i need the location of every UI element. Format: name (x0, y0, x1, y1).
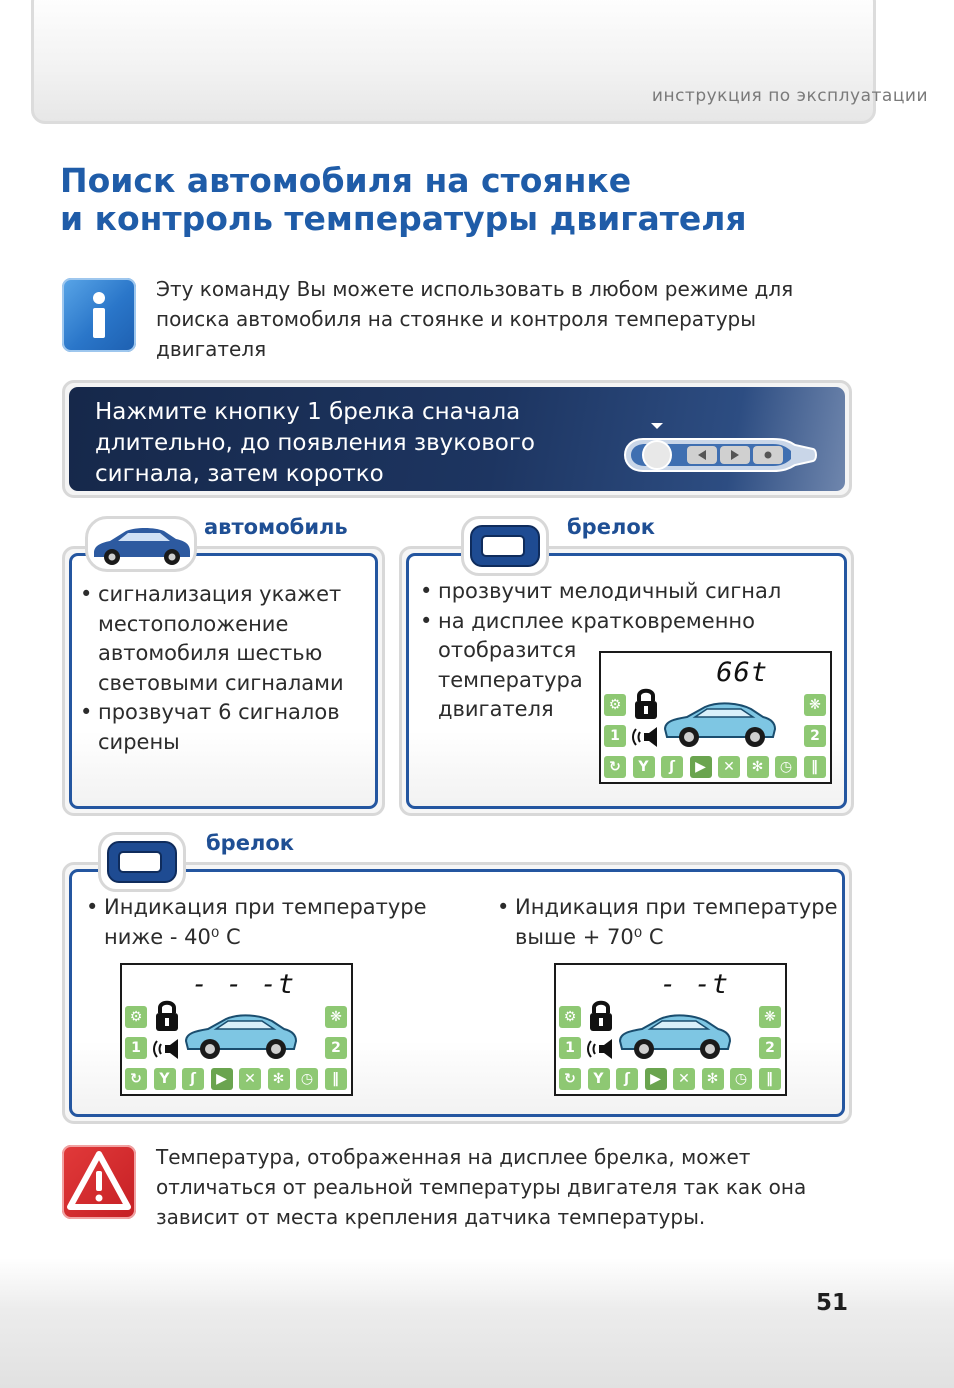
ac-icon: ❋ (325, 1006, 347, 1028)
fan-icon: ✻ (268, 1068, 290, 1090)
ac-icon: ❋ (804, 694, 826, 716)
thermometer-icon: ‖ (325, 1068, 347, 1090)
fan-icon: ✻ (702, 1068, 724, 1090)
key-fob-image (623, 417, 823, 487)
car-badge (85, 516, 197, 572)
bullet-item: • Индикация при температуре (497, 895, 838, 919)
bullet-item: • прозвучит мелодичный сигнал (420, 579, 782, 603)
bullet-item: • сигнализация укажет (80, 582, 342, 606)
car-panel-bullets: • сигнализация укажет местоположение автомобиля шестью световыми сигналами • прозвучат 6 сигналов сирены (80, 582, 344, 754)
info-text: Эту команду Вы можете использовать в любом режиме для поиска автомобиля на стоянке и контроля температуры двигателя (156, 277, 794, 361)
engine-icon: ⚙ (604, 694, 626, 716)
thermometer-icon: ‖ (759, 1068, 781, 1090)
instruction-box (62, 380, 852, 498)
hook-icon: ʃ (182, 1068, 204, 1090)
car-panel-label: автомобиль (204, 515, 348, 539)
lcd-temperature: 66t (716, 657, 768, 688)
instruction-background (69, 387, 845, 491)
car-icon (88, 519, 194, 569)
clock-icon: ◷ (775, 756, 797, 778)
car-display-icon (182, 1009, 298, 1061)
clock-icon: ◷ (730, 1068, 752, 1090)
bullet-item: • прозвучат 6 сигналов (80, 700, 340, 724)
page-footer (0, 1258, 954, 1388)
number-2-icon: 2 (804, 725, 826, 747)
low-temp-text: • Индикация при температуре ниже - 40⁰ С (86, 895, 427, 949)
lock-icon (152, 999, 182, 1033)
lcd-display (599, 651, 832, 784)
bullet-item: • Индикация при температуре (86, 895, 427, 919)
fob-badge-2 (98, 832, 186, 892)
thermometer-icon: ‖ (804, 756, 826, 778)
number-1-icon: 1 (125, 1037, 147, 1059)
lock-icon (631, 687, 661, 721)
siren-icon (585, 1037, 615, 1061)
warning-text: Температура, отображенная на дисплее брелка, может отличаться от реальной температуры двигателя так как она зависит от места крепления датчика температуры. (156, 1145, 807, 1229)
ac-icon: ❋ (759, 1006, 781, 1028)
siren-icon (630, 725, 660, 749)
number-1-icon: 1 (559, 1037, 581, 1059)
clock-icon: ◷ (296, 1068, 318, 1090)
refresh-icon: ↻ (604, 756, 626, 778)
instruction-text: Нажмите кнопку 1 брелка сначала длительно, до появления звукового сигнала, затем коротко (95, 399, 535, 487)
horn-icon: ▶ (690, 756, 712, 778)
hook-icon: ʃ (661, 756, 683, 778)
fob-badge (461, 516, 549, 576)
fob-panel-2-label: брелок (206, 831, 294, 855)
lcd-temperature: - -t (659, 969, 729, 1000)
engine-icon: ⚙ (559, 1006, 581, 1028)
horn-icon: ▶ (645, 1068, 667, 1090)
title-line-2: и контроль температуры двигателя (60, 199, 747, 238)
engine-icon: ⚙ (125, 1006, 147, 1028)
siren-icon (151, 1037, 181, 1061)
refresh-icon: ↻ (125, 1068, 147, 1090)
horn-icon: ▶ (211, 1068, 233, 1090)
page-title (60, 162, 880, 238)
fan-x-icon: ✕ (239, 1068, 261, 1090)
bullet-item: • на дисплее кратковременно (420, 608, 755, 633)
page-number: 51 (815, 1290, 848, 1316)
lcd-display-high (554, 963, 787, 1096)
hook-icon: ʃ (616, 1068, 638, 1090)
number-1-icon: 1 (604, 725, 626, 747)
wrench-icon: Y (154, 1068, 176, 1090)
fan-x-icon: ✕ (673, 1068, 695, 1090)
lock-icon (586, 999, 616, 1033)
title-line-1: Поиск автомобиля на стоянке (60, 161, 632, 200)
fan-x-icon: ✕ (718, 756, 740, 778)
wrench-icon: Y (633, 756, 655, 778)
warning-icon (62, 1145, 136, 1219)
key-fob-icon (470, 525, 540, 567)
fan-icon: ✻ (747, 756, 769, 778)
number-2-icon: 2 (759, 1037, 781, 1059)
car-display-icon (616, 1009, 732, 1061)
lcd-temperature: - - -t (191, 969, 295, 1000)
lcd-display-low (120, 963, 353, 1096)
high-temp-text: • Индикация при температуре выше + 70⁰ С (497, 895, 838, 949)
number-2-icon: 2 (325, 1037, 347, 1059)
fob-panel-bullets: • прозвучит мелодичный сигнал • на дисплее кратковременно отобразится температура двигателя (420, 579, 782, 721)
wrench-icon: Y (588, 1068, 610, 1090)
refresh-icon: ↻ (559, 1068, 581, 1090)
header-subtitle: инструкция по эксплуатации (651, 86, 928, 106)
info-icon (62, 278, 136, 352)
key-fob-icon (107, 841, 177, 883)
fob-panel-label: брелок (567, 515, 655, 539)
car-display-icon (661, 697, 777, 749)
